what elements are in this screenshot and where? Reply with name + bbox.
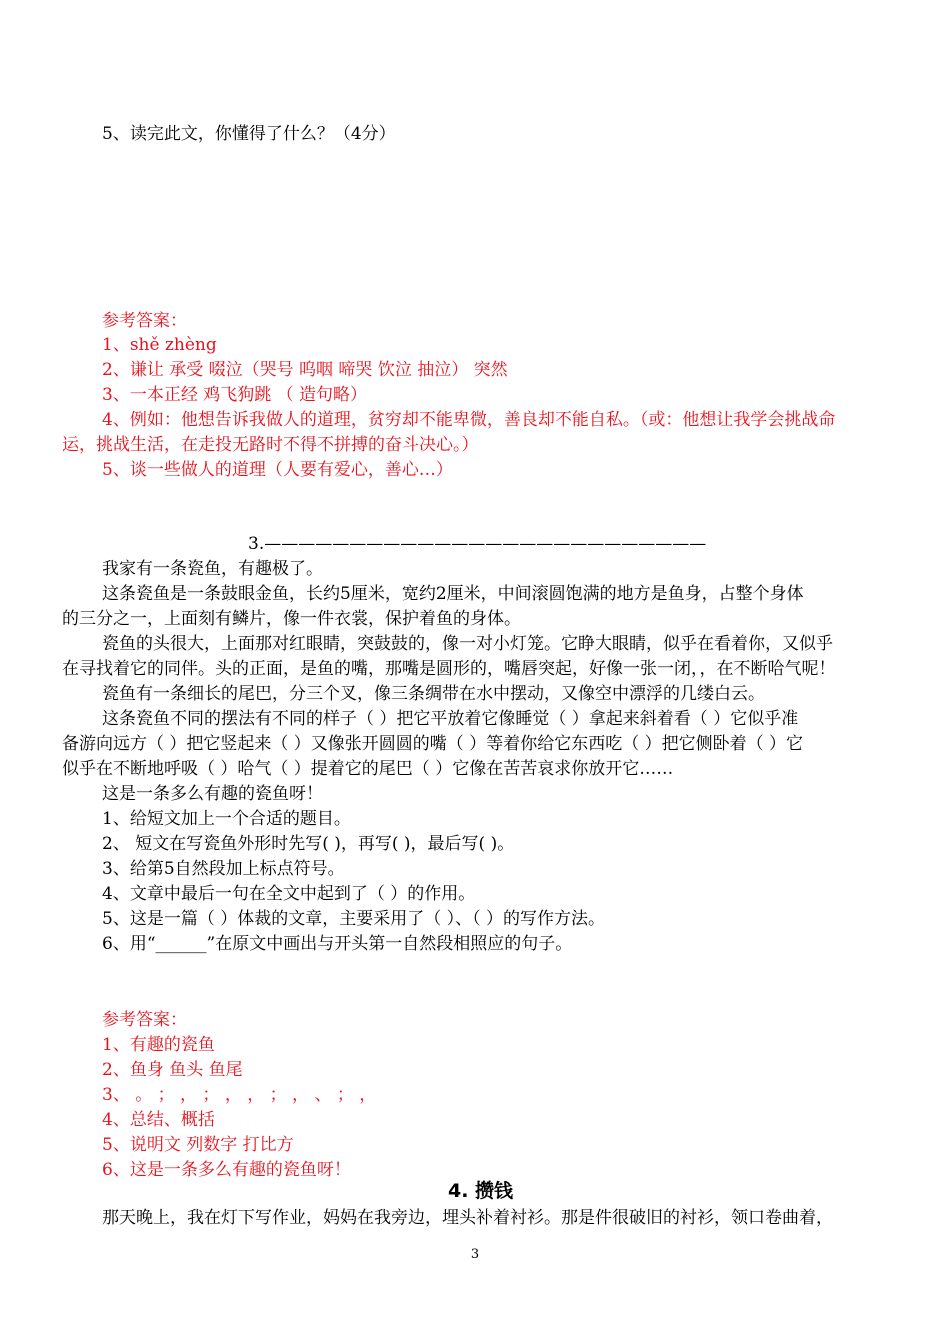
question-3: 3、给第5自然段加上标点符号。: [102, 859, 345, 879]
section-3-title: 3.——————————————————————————: [248, 534, 707, 554]
answer-2: 2、谦让 承受 啜泣（哭号 呜咽 啼哭 饮泣 抽泣） 突然: [102, 360, 508, 380]
paragraph-6: 这是一条多么有趣的瓷鱼呀！: [102, 784, 323, 804]
paragraph-2-line-2: 的三分之一，上面刻有鳞片，像一件衣裳，保护着鱼的身体。: [62, 609, 521, 629]
answer-s3-6: 6、这是一条多么有趣的瓷鱼呀！: [102, 1160, 351, 1180]
paragraph-2-line-1: 这条瓷鱼是一条鼓眼金鱼，长约5厘米，宽约2厘米，中间滚圆饱满的地方是鱼身，占整个身体: [102, 584, 804, 604]
answer-4-line-2: 运，挑战生活，在走投无路时不得不拼搏的奋斗决心。）: [62, 435, 479, 455]
paragraph-1: 我家有一条瓷鱼，有趣极了。: [102, 559, 323, 579]
answer-s3-2: 2、鱼身 鱼头 鱼尾: [102, 1060, 243, 1080]
answer-5: 5、谈一些做人的道理（人要有爱心，善心…）: [102, 460, 453, 480]
question-2: 2、 短文在写瓷鱼外形时先写( )，再写( )，最后写( )。: [102, 834, 515, 854]
paragraph-5-line-1: 这条瓷鱼不同的摆法有不同的样子（ ）把它平放着它像睡觉（ ）拿起来斜着看（ ）它似乎准: [102, 709, 799, 729]
paragraph-3-line-2: 在寻找着它的同伴。头的正面，是鱼的嘴，那嘴是圆形的，嘴唇突起，好像一张一闭，，在不断哈气呢！: [62, 659, 836, 679]
section-4-title: 4. 攒钱: [448, 1180, 514, 1202]
answer-1: 1、shě zhèng: [102, 335, 217, 355]
paragraph-4: 瓷鱼有一条细长的尾巴，分三个叉，像三条绸带在水中摆动，又像空中漂浮的几缕白云。: [102, 684, 765, 704]
question-5: 5、读完此文，你懂得了什么？（4分）: [102, 124, 396, 144]
answer-s3-5: 5、说明文 列数字 打比方: [102, 1135, 294, 1155]
question-4: 4、文章中最后一句在全文中起到了（ ）的作用。: [102, 884, 476, 904]
answer-s3-3: 3、 。 ； ， ； ， ， ； ， 、 ； ，: [102, 1085, 377, 1105]
question-5-section3: 5、这是一篇（ ）体裁的文章，主要采用了（ ）、（ ）的写作方法。: [102, 909, 606, 929]
question-1: 1、给短文加上一个合适的题目。: [102, 809, 351, 829]
section-4-paragraph-1: 那天晚上，我在灯下写作业，妈妈在我旁边，埋头补着衬衫。那是件很破旧的衬衫，领口卷曲着，: [102, 1208, 833, 1228]
paragraph-5-line-3: 似乎在不断地呼吸（ ）哈气（ ）提着它的尾巴（ ）它像在苦苦哀求你放开它……: [62, 759, 674, 779]
paragraph-5-line-2: 备游向远方（ ）把它竖起来（ ）又像张开圆圆的嘴（ ）等着你给它东西吃（ ）把它侧卧着（ ）它: [62, 734, 804, 754]
answer-4-line-1: 4、例如：他想告诉我做人的道理，贫穷却不能卑微，善良却不能自私。（或：他想让我学会挑战命: [102, 410, 836, 430]
question-6: 6、用“______”在原文中画出与开头第一自然段相照应的句子。: [102, 934, 573, 954]
answer-3: 3、一本正经 鸡飞狗跳 （ 造句略）: [102, 385, 368, 405]
answer-heading: 参考答案：: [102, 311, 187, 331]
answer-s3-1: 1、有趣的瓷鱼: [102, 1035, 215, 1055]
answer-s3-4: 4、总结、概括: [102, 1110, 215, 1130]
answer-heading-2: 参考答案：: [102, 1010, 187, 1030]
paragraph-3-line-1: 瓷鱼的头很大，上面那对红眼睛，突鼓鼓的，像一对小灯笼。它睁大眼睛，似乎在看着你，又似乎: [102, 634, 833, 654]
page-number: 3: [470, 1247, 480, 1262]
